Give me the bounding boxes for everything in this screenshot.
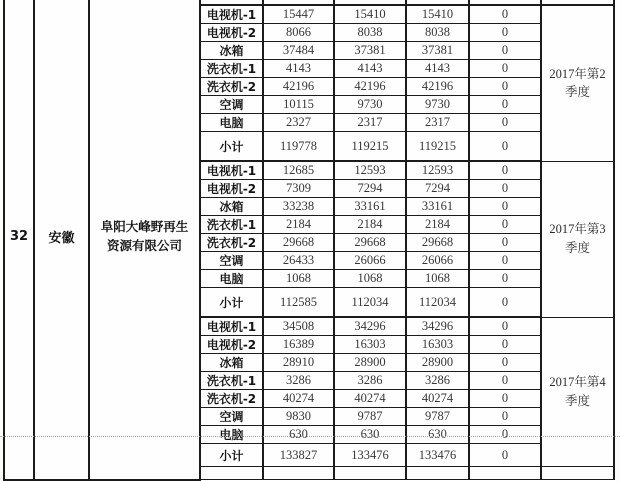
quarter-cell: 2017年第4季度 [541,317,614,467]
product-label: 洗衣机-2 [200,234,263,252]
value-col-2: 9787 [334,408,406,426]
value-col-3: 33161 [406,198,469,216]
value-col-3: 37381 [406,42,469,60]
value-col-4: 0 [469,78,541,96]
product-label: 电视机-1 [200,161,263,180]
value-col-3: 15410 [406,5,469,24]
value-col-2: 2317 [334,114,406,132]
value-col-3: 119215 [406,132,469,162]
value-col-1: 1068 [263,270,334,288]
cut-cell [200,467,263,480]
value-col-1: 2327 [263,114,334,132]
value-col-3: 29668 [406,234,469,252]
value-col-4: 0 [469,288,541,318]
cut-cell [263,467,334,480]
value-col-3: 133476 [406,444,469,467]
value-col-1: 630 [263,426,334,444]
product-label: 洗衣机-2 [200,390,263,408]
product-label: 电视机-2 [200,336,263,354]
value-col-3: 112034 [406,288,469,318]
product-label: 空调 [200,252,263,270]
value-col-3: 26066 [406,252,469,270]
value-col-2: 15410 [334,5,406,24]
product-label: 电脑 [200,270,263,288]
province-cell: 安徽 [34,0,89,480]
subtotal-label: 小计 [200,132,263,162]
value-col-2: 37381 [334,42,406,60]
value-col-4: 0 [469,336,541,354]
product-label: 电视机-1 [200,317,263,336]
value-col-4: 0 [469,198,541,216]
quarter-cell: 2017年第3季度 [541,161,614,317]
value-col-1: 4143 [263,60,334,78]
value-col-2: 133476 [334,444,406,467]
value-col-1: 7309 [263,180,334,198]
value-col-1: 10115 [263,96,334,114]
value-col-2: 8038 [334,24,406,42]
value-col-3: 7294 [406,180,469,198]
quarter-cell: 2017年第2季度 [541,5,614,161]
value-col-2: 9730 [334,96,406,114]
value-col-2: 26066 [334,252,406,270]
product-label: 电视机-2 [200,180,263,198]
value-col-2: 28900 [334,354,406,372]
value-col-3: 28900 [406,354,469,372]
value-col-1: 12685 [263,161,334,180]
product-label: 电视机-1 [200,5,263,24]
value-col-4: 0 [469,408,541,426]
value-col-3: 34296 [406,317,469,336]
value-col-2: 34296 [334,317,406,336]
value-col-1: 3286 [263,372,334,390]
value-col-1: 28910 [263,354,334,372]
product-label: 洗衣机-1 [200,372,263,390]
value-col-4: 0 [469,42,541,60]
value-col-3: 1068 [406,270,469,288]
value-col-3: 16303 [406,336,469,354]
product-label: 洗衣机-2 [200,78,263,96]
product-label: 电脑 [200,426,263,444]
value-col-1: 26433 [263,252,334,270]
value-col-4: 0 [469,252,541,270]
value-col-1: 16389 [263,336,334,354]
value-col-1: 2184 [263,216,334,234]
value-col-4: 0 [469,5,541,24]
value-col-1: 42196 [263,78,334,96]
value-col-2: 40274 [334,390,406,408]
cut-cell [406,467,469,480]
value-col-1: 112585 [263,288,334,318]
value-col-3: 9787 [406,408,469,426]
value-col-3: 9730 [406,96,469,114]
value-col-1: 40274 [263,390,334,408]
value-col-1: 9830 [263,408,334,426]
product-label: 电视机-2 [200,24,263,42]
value-col-2: 42196 [334,78,406,96]
product-label: 空调 [200,408,263,426]
product-label: 冰箱 [200,354,263,372]
value-col-2: 2184 [334,216,406,234]
value-col-2: 16303 [334,336,406,354]
value-col-4: 0 [469,161,541,180]
value-col-4: 0 [469,24,541,42]
value-col-3: 12593 [406,161,469,180]
page-cut-dotted-line [0,436,620,437]
value-col-2: 12593 [334,161,406,180]
value-col-4: 0 [469,114,541,132]
row-number-cell: 32 [4,0,34,480]
value-col-2: 4143 [334,60,406,78]
product-label: 电脑 [200,114,263,132]
value-col-4: 0 [469,96,541,114]
value-col-3: 42196 [406,78,469,96]
value-col-4: 0 [469,390,541,408]
product-label: 洗衣机-1 [200,216,263,234]
value-col-3: 40274 [406,390,469,408]
value-col-2: 3286 [334,372,406,390]
value-col-1: 29668 [263,234,334,252]
value-col-4: 0 [469,317,541,336]
value-col-3: 4143 [406,60,469,78]
value-col-4: 0 [469,426,541,444]
value-col-1: 133827 [263,444,334,467]
value-col-3: 2317 [406,114,469,132]
value-col-4: 0 [469,132,541,162]
value-col-1: 33238 [263,198,334,216]
product-label: 洗衣机-1 [200,60,263,78]
product-label: 冰箱 [200,42,263,60]
value-col-3: 630 [406,426,469,444]
value-col-3: 8038 [406,24,469,42]
company-name-cell: 阜阳大峰野再生资源有限公司 [89,0,200,480]
subtotal-label: 小计 [200,444,263,467]
value-col-3: 3286 [406,372,469,390]
value-col-4: 0 [469,444,541,467]
value-col-2: 7294 [334,180,406,198]
value-col-2: 33161 [334,198,406,216]
value-col-2: 630 [334,426,406,444]
value-col-4: 0 [469,180,541,198]
value-col-4: 0 [469,234,541,252]
product-label: 空调 [200,96,263,114]
product-label: 冰箱 [200,198,263,216]
cut-cell [469,467,541,480]
cut-cell [334,467,406,480]
value-col-4: 0 [469,270,541,288]
value-col-3: 2184 [406,216,469,234]
subtotal-label: 小计 [200,288,263,318]
value-col-4: 0 [469,60,541,78]
value-col-4: 0 [469,216,541,234]
value-col-2: 112034 [334,288,406,318]
value-col-1: 34508 [263,317,334,336]
value-col-2: 1068 [334,270,406,288]
value-col-4: 0 [469,354,541,372]
recycling-quarterly-table [3,0,615,481]
value-col-2: 119215 [334,132,406,162]
value-col-1: 37484 [263,42,334,60]
value-col-1: 119778 [263,132,334,162]
cut-cell [541,467,614,480]
value-col-2: 29668 [334,234,406,252]
value-col-1: 8066 [263,24,334,42]
value-col-4: 0 [469,372,541,390]
value-col-1: 15447 [263,5,334,24]
